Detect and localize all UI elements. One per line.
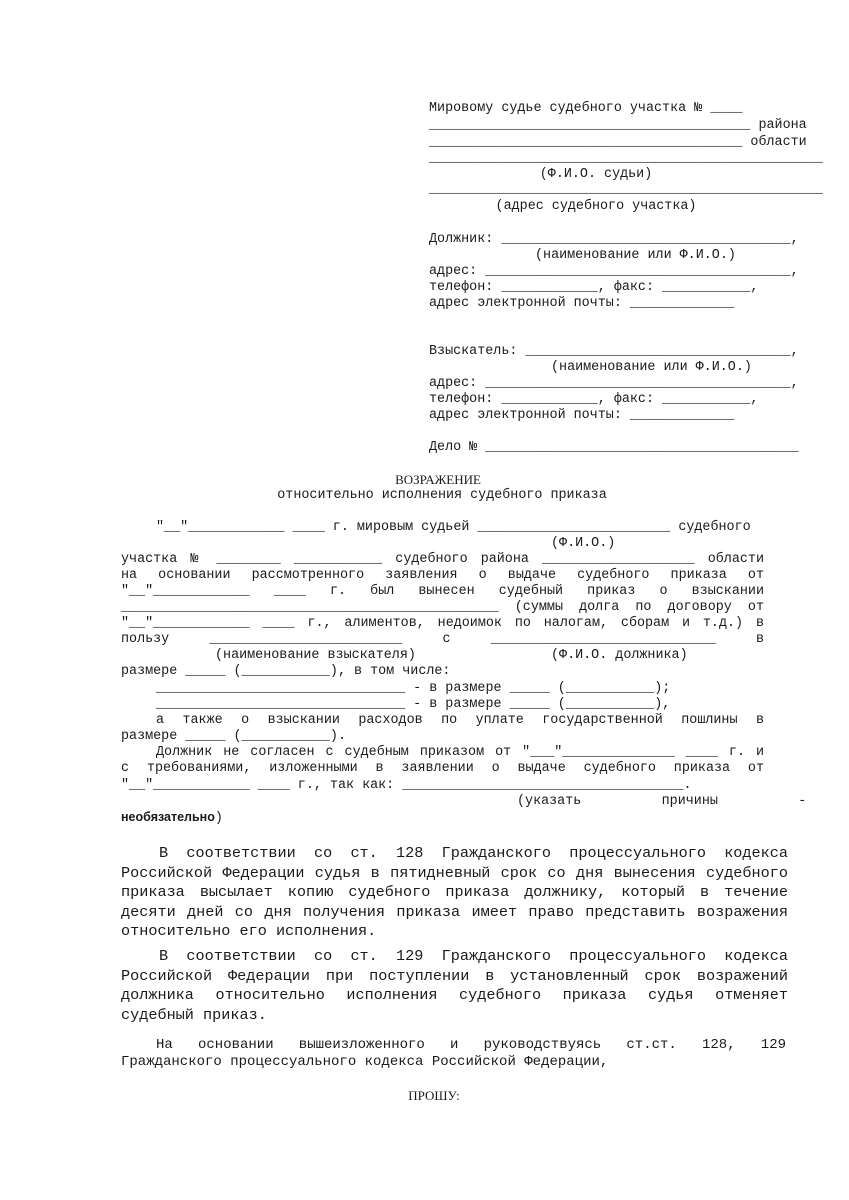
header-oblast-line: _______________________________________ области [429,135,807,150]
body-line-13: Должник не согласен с судебным приказом от "___"______________ ____ г. и [156,745,764,760]
body-line-1-caption: (Ф.И.О.) [551,536,616,551]
debtor-address: адрес: ______________________________________, [429,264,799,279]
body-line-16 [121,809,223,827]
body-line-12: размере _____ (___________). [121,729,346,744]
creditor-address: адрес: ______________________________________, [429,376,799,391]
case-number: Дело № _______________________________________ [429,440,799,455]
paragraph-basis-line-1: На основании вышеизложенного и руководствуясь ст.ст. 128, 129 [156,1037,786,1053]
debtor-label: Должник: ____________________________________, [429,232,799,247]
body-line-9: _______________________________ - в размере _____ (___________); [156,681,671,696]
body-line-7: пользу ________________________ с ____________________________ в [121,632,764,647]
body-line-15-caption: (указать причины - [517,794,807,809]
paragraph-art-129: В соответствии со ст. 129 Гражданского процессуального кодекса Российской Федерации при поступлении в установленный срок возражений должника относительно исполнения судебного приказа судья отменяет судебный приказ. [121,947,788,1024]
paragraph-basis-line-2: Гражданского процессуального кодекса Российской Федерации, [121,1054,609,1070]
optional-note-bold: необязательно [121,810,215,824]
paragraph-art-128: В соответствии со ст. 128 Гражданского процессуального кодекса Российской Федерации судья в пятидневный срок со дня вынесения судебного приказа высылает копию судебного приказа должнику, который в течение десяти дней со дня получения приказа имеет право представить возражения относительно его исполнения. [121,844,788,940]
body-line-2: участка № ________ ___________ судебного района ___________________ области [121,552,764,567]
header-to-judge: Мировому судье судебного участка № ____ [429,101,743,116]
body-line-7-caption-a: (наименование взыскателя) [215,648,416,663]
body-line-7-caption-b: (Ф.И.О. должника) [551,648,688,663]
debtor-phone-fax: телефон: ____________, факс: ___________, [429,280,759,295]
request-heading: ПРОШУ: [408,1088,460,1103]
body-line-11: а также о взыскании расходов по уплате государственной пошлины в [156,713,764,728]
header-blank-line: _________________________________________________ [429,151,823,166]
debtor-email: адрес электронной почты: _____________ [429,296,735,311]
body-line-6: "__"____________ ____ г., алиментов, недоимок по налогам, сборам и т.д.) в [121,616,764,631]
creditor-name-caption: (наименование или Ф.И.О.) [551,360,752,375]
body-line-8: размере _____ (___________), в том числе: [121,664,451,679]
body-line-4: "__"____________ ____ г. был вынесен судебный приказ о взыскании [121,584,764,599]
document-subtitle: относительно исполнения судебного приказа [277,488,607,503]
header-blank-line-2: _________________________________________________ [429,182,823,197]
header-fio-judge-caption: (Ф.И.О. судьи) [539,167,653,182]
body-line-5: _______________________________________________ (суммы долга по договору от [121,600,764,615]
body-line-15: "__"____________ ____ г., так как: ___________________________________. [121,778,692,793]
creditor-label: Взыскатель: _________________________________, [429,344,799,359]
body-line-3: на основании рассмотренного заявления о выдаче судебного приказа от [121,568,764,583]
body-line-14: с требованиями, изложенными в заявлении о выдаче судебного приказа от [121,761,764,776]
body-line-1: "__"____________ ____ г. мировым судьей ________________________ судебного [156,520,751,535]
header-address-caption: (адрес судебного участка) [495,199,697,214]
optional-note-tail: ) [214,811,223,826]
document-title: ВОЗРАЖЕНИЕ [395,472,481,487]
debtor-name-caption: (наименование или Ф.И.О.) [535,248,736,263]
creditor-phone-fax: телефон: ____________, факс: ___________, [429,392,759,407]
body-line-10: _______________________________ - в размере _____ (___________), [156,697,671,712]
header-rayon-line: ________________________________________ района [429,118,807,133]
creditor-email: адрес электронной почты: _____________ [429,408,735,423]
